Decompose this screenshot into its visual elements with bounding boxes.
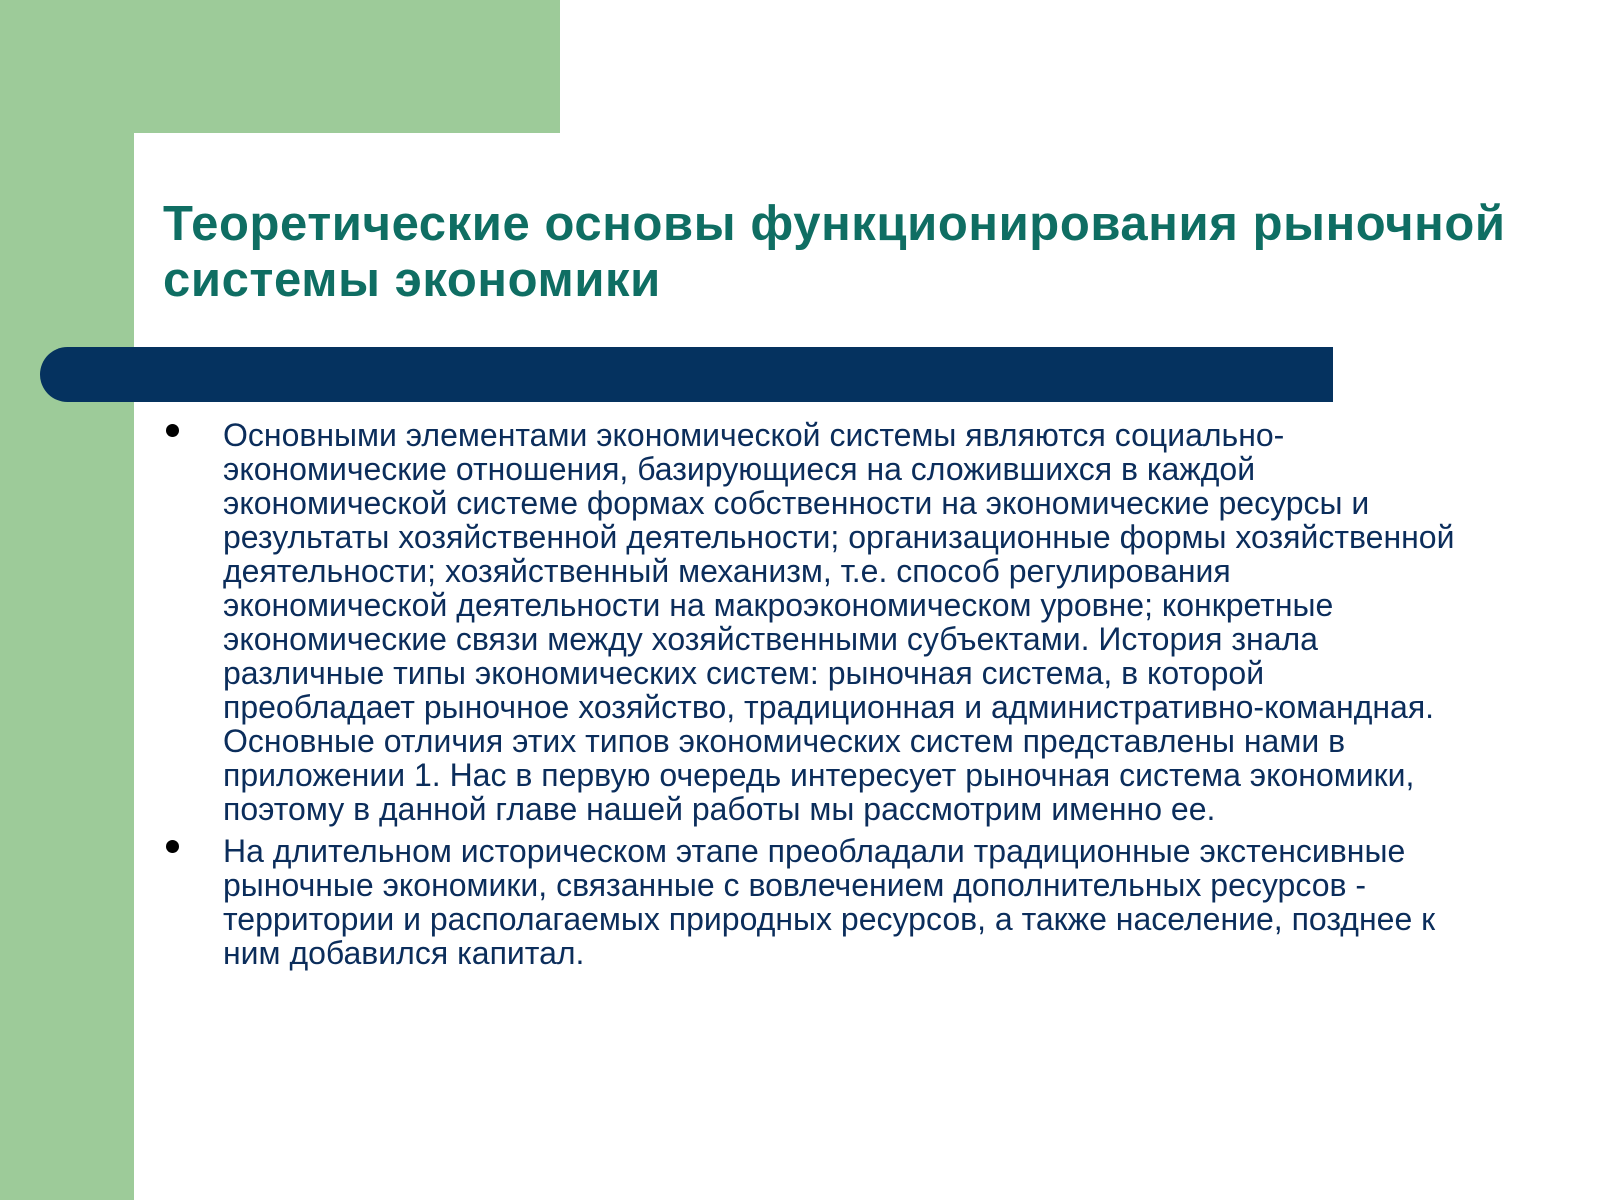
bullet-item [163, 834, 1463, 970]
bullet-dot-icon [166, 424, 179, 437]
bullet-text: На длительном историческом этапе преобладали традиционные экстенсивные рыночные экономики, связанные с вовлечением дополнительных ресурсов - территории и располагаемых природных ресурсов, а также население, позднее к ним добавился капитал. [223, 833, 1436, 971]
green-top-band [0, 0, 560, 133]
bullet-list [163, 418, 1463, 978]
bullet-dot-icon [166, 840, 179, 853]
bullet-item [163, 418, 1463, 826]
green-side-band [0, 0, 134, 1200]
title-divider-bar [40, 347, 1333, 402]
bullet-text: Основными элементами экономической системы являются социально-экономические отношения, базирующиеся на сложившихся в каждой экономической системе формах собственности на экономические ресурсы и результаты хозяйственной деятельности; организационные формы хозяйственной деятельности; хозяйственный механизм, т.е. способ регулирования экономической деятельности на макроэкономическом уровне; конкретные экономические связи между хозяйственными субъектами. История знала различные типы экономических систем: рыночная система, в которой преобладает рыночное хозяйство, традиционная и административно-командная. Основные отличия этих типов экономических систем представлены нами в приложении 1. Нас в первую очередь интересует рыночная система экономики, поэтому в данной главе нашей работы мы рассмотрим именно ее. [223, 417, 1455, 827]
slide-title: Теоретические основы функционирования рыночной системы экономики [163, 197, 1506, 307]
